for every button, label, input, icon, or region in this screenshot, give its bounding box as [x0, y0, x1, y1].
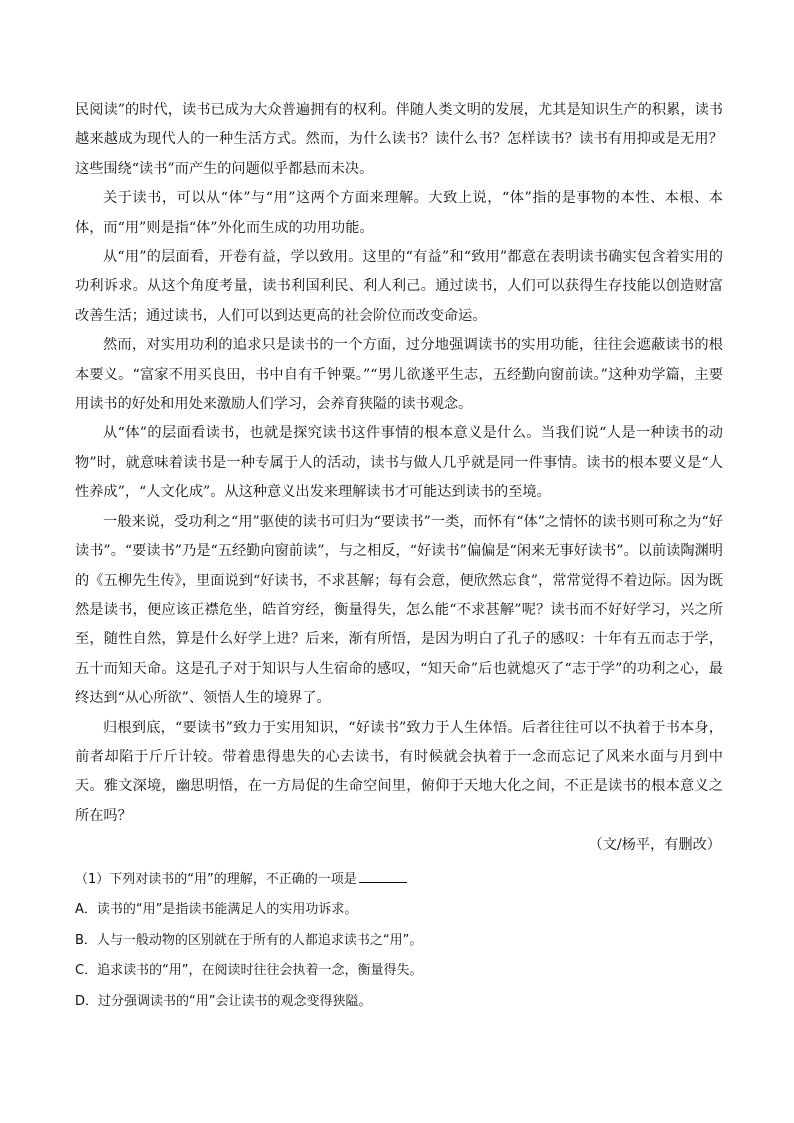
option-b[interactable]: B．人与一般动物的区别就在于所有的人都追求读书之“用”。	[75, 932, 423, 948]
article-paragraph-2: 关于读书，可以从“体”与“用”这两个方面来理解。大致上说，“体”指的是事物的本性、本根、本体，而“用”则是指“体”外化而生成的功用功能。	[75, 190, 723, 236]
option-a[interactable]: A．读书的“用”是指读书能满足人的实用功诉求。	[75, 902, 358, 918]
article-paragraph-7: 归根到底，“要读书”致力于实用知识，“好读书”致力于人生体悟。后者往往可以不执着于书本身，前者却陷于斤斤计较。带着患得患失的心去读书，有时候就会执着于一念而忘记了风来水面与月到中天。雅文深境，幽思明悟，在一方局促的生命空间里，俯仰于天地大化之间，不正是读书的根本意义之所在吗？	[75, 719, 723, 824]
article-paragraph-4: 然而，对实用功利的追求只是读书的一个方面，过分地强调读书的实用功能，往往会遮蔽读书的根本要义。“富家不用买良田，书中自有千钟粟。”“男儿欲遂平生志，五经勤向窗前读。”这种劝学篇，主要用读书的好处和用处来激励人们学习，会养育狭隘的读书观念。	[75, 337, 723, 413]
answer-blank[interactable]	[359, 868, 407, 883]
question-stem-text: （1）下列对读书的“用”的理解，不正确的一项是	[75, 871, 357, 887]
option-d[interactable]: D．过分强调读书的“用”会让读书的观念变得狭隘。	[75, 993, 372, 1009]
article-source: （文/杨平，有删改）	[588, 837, 721, 854]
question-stem	[75, 865, 723, 896]
article-paragraph-3: 从“用”的层面看，开卷有益，学以致用。这里的“有益”和“致用”都意在表明读书确实包含着实用的功利诉求。从这个角度考量，读书利国利民、利人利己。通过读书，人们可以获得生存技能以创造财富改善生活；通过读书，人们可以到达更高的社会阶位而改变命运。	[75, 249, 723, 324]
article-body	[75, 96, 723, 1017]
article-paragraph-5: 从“体”的层面看读书，也就是探究读书这件事情的根本意义是什么。当我们说“人是一种读书的动物”时，就意味着读书是一种专属于人的活动，读书与做人几乎就是同一件事情。读书的根本要义是“人性养成”，“人文化成”。从这种意义出发来理解读书才可能达到读书的至境。	[75, 425, 723, 501]
article-paragraph-6: 一般来说，受功利之“用”驱使的读书可归为“要读书”一类，而怀有“体”之情怀的读书则可称之为“好读书”。“要读书”乃是“五经勤向窗前读”，与之相反，“好读书”偏偏是“闲来无事好读书”。以前读陶渊明的《五柳先生传》，里面说到“好读书，不求甚解；每有会意，便欣然忘食”，常常觉得不着边际。因为既然是读书，便应该正襟危坐，皓首穷经，衡量得失，怎么能“不求甚解”呢？读书而不好好学习，兴之所至，随性自然，算是什么好学上进？后来，渐有所悟，是因为明白了孔子的感叹：十年有五而志于学，五十而知天命。这是孔子对于知识与人生宿命的感叹，“知天命”后也就熄灭了“志于学”的功利之心，最终达到“从心所欲”、领悟人生的境界了。	[75, 513, 723, 707]
option-c[interactable]: C．追求读书的“用”，在阅读时往往会执着一念，衡量得失。	[75, 963, 423, 979]
question-1	[75, 865, 723, 1018]
article-paragraph-1: 民阅读”的时代，读书已成为大众普遍拥有的权利。伴随人类文明的发展，尤其是知识生产的积累，读书越来越成为现代人的一种生活方式。然而，为什么读书？读什么书？怎样读书？读书有用抑或是无用？这些围绕“读书”而产生的问题似乎都悬而未决。	[75, 102, 723, 177]
